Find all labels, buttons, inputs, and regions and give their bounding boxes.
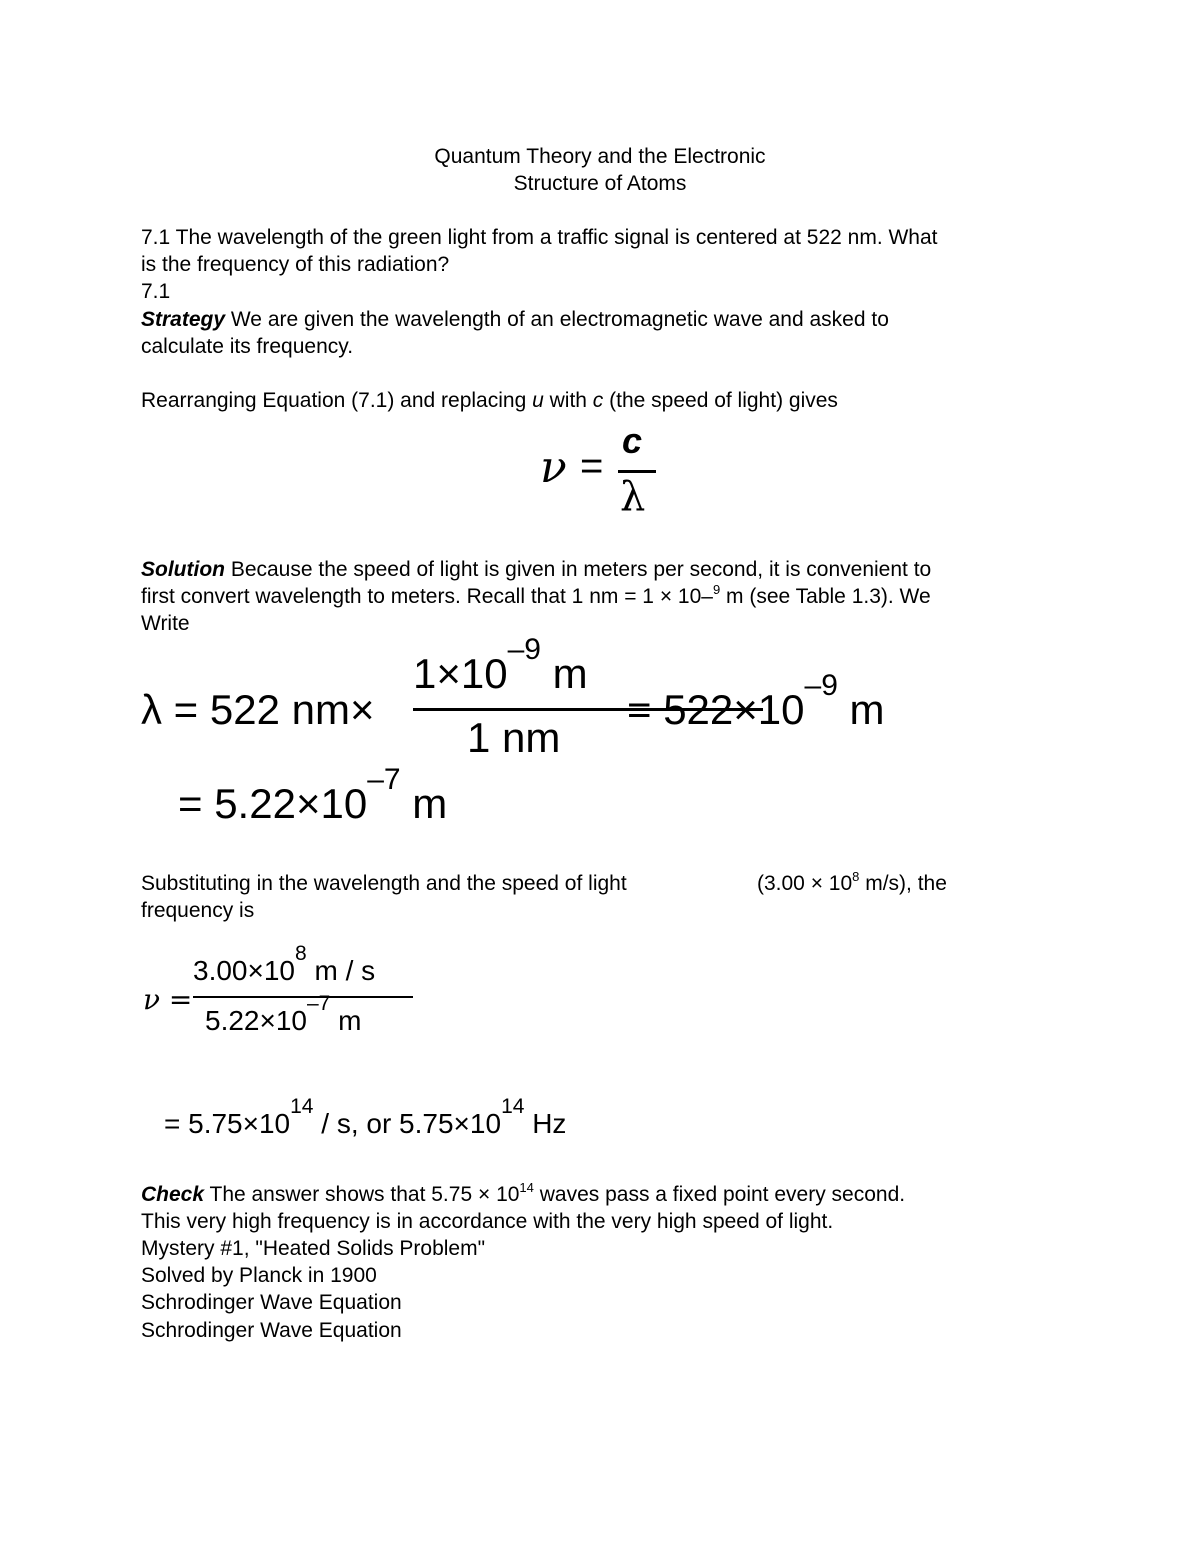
- eq4-denominator: [205, 991, 362, 1037]
- equation-frequency-substitution: [141, 941, 441, 1055]
- eq3-unit: m: [400, 780, 448, 827]
- rearranging-post: (the speed of light) gives: [603, 389, 838, 412]
- eq4-num-exp: 8: [295, 941, 307, 965]
- eq1-nu: ν: [540, 442, 567, 493]
- strategy-label: Strategy: [141, 308, 226, 331]
- equation-wavelength-conversion: [141, 633, 961, 770]
- problem-line-2: is the frequency of this radiation?: [141, 253, 450, 276]
- eq2-right-base: = 522×10: [627, 686, 805, 733]
- solution-line-2: [141, 583, 931, 610]
- eq3-base: = 5.22×10: [178, 780, 368, 827]
- solution-line-2-pre: first convert wavelength to meters. Recall that 1 nm = 1 × 10–: [141, 585, 713, 608]
- solution-exponent: 9: [712, 582, 721, 597]
- eq3-exp: –7: [367, 763, 401, 796]
- eq2-left: λ = 522 nm×: [141, 686, 375, 733]
- substituting-line-1: [141, 870, 627, 897]
- rearranging-mid: with: [543, 389, 593, 412]
- eq5-exp-1: 14: [290, 1094, 314, 1118]
- note-line: Solved by Planck in 1900: [141, 1264, 377, 1287]
- eq4-den-base: 5.22×10: [205, 1005, 307, 1036]
- eq4-numerator: [193, 941, 376, 987]
- eq4-fraction-bar: [193, 996, 413, 998]
- eq5-part-1: = 5.75×10: [164, 1108, 291, 1139]
- check-line-1: [141, 1181, 905, 1208]
- rearranging-line: [141, 387, 838, 414]
- substituting-text: Substituting in the wavelength and the speed of light: [141, 872, 627, 895]
- eq1-equals: =: [580, 444, 604, 488]
- note-line: Schrodinger Wave Equation: [141, 1291, 402, 1314]
- eq2-num-exp: –9: [507, 633, 541, 666]
- speed-value-post: m/s), the: [859, 872, 947, 895]
- note-line: Mystery #1, "Heated Solids Problem": [141, 1237, 486, 1260]
- eq4-num-unit: m / s: [306, 955, 376, 986]
- speed-value-pre: (3.00 × 10: [757, 872, 853, 895]
- solution-line-3: Write: [141, 612, 190, 635]
- substituting-speed-value: [757, 870, 947, 897]
- title-line-1: Quantum Theory and the Electronic: [434, 145, 766, 168]
- equation-frequency-result: [164, 1094, 664, 1158]
- strategy-line-2: calculate its frequency.: [141, 335, 354, 358]
- eq2-num-unit: m: [540, 650, 588, 697]
- eq1-numerator: c: [622, 420, 643, 461]
- eq1-denominator: λ: [620, 474, 646, 520]
- title-line-2: Structure of Atoms: [513, 172, 687, 195]
- eq4-num-base: 3.00×10: [193, 955, 295, 986]
- eq1-fraction-bar: [618, 470, 656, 473]
- eq2-right-unit: m: [837, 686, 885, 733]
- eq2-denominator: 1 nm: [467, 714, 561, 761]
- variable-u: u: [532, 389, 544, 412]
- eq2-num-base: 1×10: [413, 650, 508, 697]
- strategy-text: We are given the wavelength of an electromagnetic wave and asked to: [225, 308, 889, 331]
- variable-c: c: [592, 389, 604, 412]
- solution-line-2-post: m (see Table 1.3). We: [720, 585, 931, 608]
- eq5-part-2: / s, or 5.75×10: [313, 1108, 502, 1139]
- eq2-right: [627, 669, 885, 734]
- check-text-pre: The answer shows that 5.75 × 10: [204, 1183, 520, 1206]
- equation-frequency-formula: [540, 420, 670, 530]
- eq4-den-exp: –7: [307, 991, 331, 1015]
- check-line-2: This very high frequency is in accordance with the very high speed of light.: [141, 1210, 834, 1233]
- check-text-post: waves pass a fixed point every second.: [533, 1183, 906, 1206]
- eq2-right-exp: –9: [804, 669, 838, 702]
- eq5-exp-2: 14: [501, 1094, 525, 1118]
- rearranging-pre: Rearranging Equation (7.1) and replacing: [141, 389, 533, 412]
- check-exp: 14: [519, 1180, 534, 1195]
- speed-value-exp: 8: [852, 869, 860, 884]
- eq4-nu: ν =: [143, 983, 193, 1016]
- substituting-line-2: frequency is: [141, 899, 255, 922]
- solution-label: Solution: [141, 558, 225, 581]
- eq4-den-unit: m: [330, 1005, 362, 1036]
- solution-line-1: [141, 556, 931, 583]
- problem-line-1: 7.1 The wavelength of the green light from a traffic signal is centered at 522 nm. What: [141, 226, 938, 249]
- equation-wavelength-result: [178, 763, 578, 850]
- strategy-line-1: [141, 306, 889, 333]
- solution-text: Because the speed of light is given in meters per second, it is convenient to: [224, 558, 932, 581]
- problem-number: 7.1: [141, 280, 171, 303]
- check-label: Check: [141, 1183, 205, 1206]
- note-line: Schrodinger Wave Equation: [141, 1319, 402, 1342]
- eq2-numerator: [413, 633, 588, 698]
- eq5-part-3: Hz: [524, 1108, 567, 1139]
